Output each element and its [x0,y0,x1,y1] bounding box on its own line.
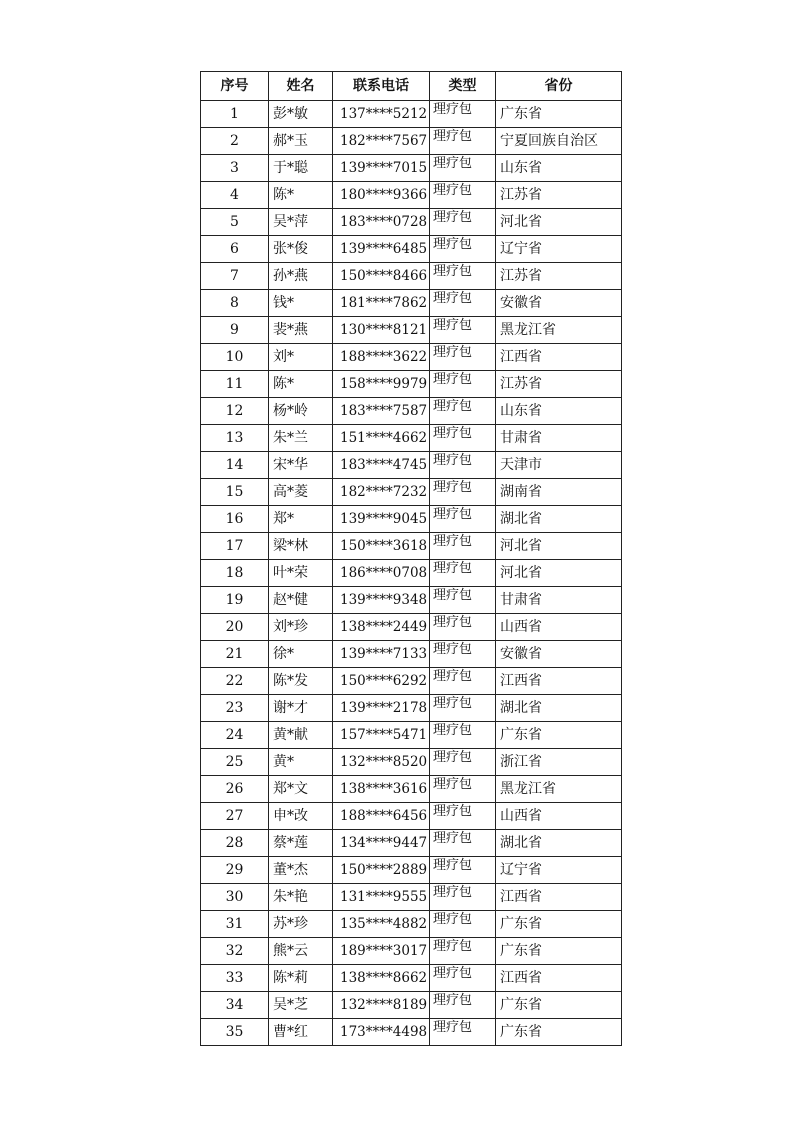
cell-type: 理疗包 [430,857,496,884]
cell-phone: 139****9348 [333,587,430,614]
header-province: 省份 [496,72,622,101]
table-row [201,263,622,290]
cell-name: 叶*荣 [269,560,333,587]
table-row [201,479,622,506]
cell-seq: 26 [201,776,269,803]
cell-phone: 138****2449 [333,614,430,641]
cell-seq: 33 [201,965,269,992]
cell-seq: 20 [201,614,269,641]
cell-name: 彭*敏 [269,101,333,128]
table-row [201,776,622,803]
cell-type: 理疗包 [430,911,496,938]
cell-province: 湖南省 [496,479,622,506]
cell-province: 山西省 [496,614,622,641]
cell-province: 江西省 [496,965,622,992]
cell-province: 江西省 [496,344,622,371]
cell-type: 理疗包 [430,371,496,398]
cell-phone: 182****7567 [333,128,430,155]
cell-phone: 182****7232 [333,479,430,506]
cell-name: 陈* [269,371,333,398]
header-type: 类型 [430,72,496,101]
cell-type: 理疗包 [430,884,496,911]
cell-name: 裴*燕 [269,317,333,344]
cell-seq: 4 [201,182,269,209]
cell-phone: 130****8121 [333,317,430,344]
cell-seq: 31 [201,911,269,938]
cell-phone: 189****3017 [333,938,430,965]
table-row [201,425,622,452]
table-row [201,722,622,749]
cell-type: 理疗包 [430,803,496,830]
cell-seq: 30 [201,884,269,911]
cell-seq: 6 [201,236,269,263]
table-header-row [201,72,622,101]
cell-phone: 150****2889 [333,857,430,884]
cell-province: 广东省 [496,101,622,128]
cell-type: 理疗包 [430,749,496,776]
cell-seq: 35 [201,1019,269,1046]
table-row [201,1019,622,1046]
cell-phone: 134****9447 [333,830,430,857]
cell-name: 吴*芝 [269,992,333,1019]
cell-name: 曹*红 [269,1019,333,1046]
table-row [201,371,622,398]
cell-name: 黄*献 [269,722,333,749]
cell-name: 黄* [269,749,333,776]
cell-type: 理疗包 [430,1019,496,1046]
cell-province: 江苏省 [496,182,622,209]
cell-name: 郝*玉 [269,128,333,155]
cell-seq: 5 [201,209,269,236]
table-row [201,317,622,344]
cell-name: 刘*珍 [269,614,333,641]
cell-phone: 139****7133 [333,641,430,668]
cell-seq: 32 [201,938,269,965]
cell-name: 赵*健 [269,587,333,614]
cell-seq: 15 [201,479,269,506]
cell-province: 甘肃省 [496,587,622,614]
cell-seq: 22 [201,668,269,695]
cell-seq: 23 [201,695,269,722]
cell-province: 辽宁省 [496,236,622,263]
cell-seq: 11 [201,371,269,398]
cell-type: 理疗包 [430,128,496,155]
cell-province: 广东省 [496,1019,622,1046]
cell-phone: 132****8189 [333,992,430,1019]
cell-name: 高*菱 [269,479,333,506]
cell-name: 申*改 [269,803,333,830]
cell-name: 谢*才 [269,695,333,722]
cell-type: 理疗包 [430,992,496,1019]
cell-phone: 138****8662 [333,965,430,992]
cell-name: 梁*林 [269,533,333,560]
cell-type: 理疗包 [430,101,496,128]
cell-phone: 150****3618 [333,533,430,560]
table-row [201,398,622,425]
cell-province: 江苏省 [496,263,622,290]
cell-province: 河北省 [496,560,622,587]
cell-seq: 16 [201,506,269,533]
cell-province: 浙江省 [496,749,622,776]
cell-province: 广东省 [496,992,622,1019]
cell-name: 苏*珍 [269,911,333,938]
cell-province: 山东省 [496,398,622,425]
cell-name: 郑*文 [269,776,333,803]
table-row [201,182,622,209]
cell-seq: 21 [201,641,269,668]
cell-phone: 173****4498 [333,1019,430,1046]
table-row [201,290,622,317]
cell-phone: 139****2178 [333,695,430,722]
cell-phone: 183****4745 [333,452,430,479]
table-row [201,965,622,992]
table-row [201,749,622,776]
cell-name: 朱*兰 [269,425,333,452]
table-row [201,587,622,614]
cell-name: 熊*云 [269,938,333,965]
cell-province: 山西省 [496,803,622,830]
cell-seq: 17 [201,533,269,560]
cell-province: 宁夏回族自治区 [496,128,622,155]
cell-type: 理疗包 [430,209,496,236]
cell-province: 安徽省 [496,290,622,317]
cell-phone: 150****6292 [333,668,430,695]
table-row [201,533,622,560]
cell-province: 湖北省 [496,830,622,857]
table-row [201,641,622,668]
cell-seq: 34 [201,992,269,1019]
cell-seq: 10 [201,344,269,371]
table-row [201,101,622,128]
table-row [201,668,622,695]
cell-name: 郑* [269,506,333,533]
cell-seq: 25 [201,749,269,776]
cell-province: 广东省 [496,938,622,965]
cell-type: 理疗包 [430,533,496,560]
table-body [201,101,622,1046]
cell-phone: 186****0708 [333,560,430,587]
cell-type: 理疗包 [430,425,496,452]
cell-province: 安徽省 [496,641,622,668]
cell-province: 河北省 [496,209,622,236]
cell-phone: 139****6485 [333,236,430,263]
table-row [201,884,622,911]
cell-name: 吴*萍 [269,209,333,236]
cell-phone: 183****7587 [333,398,430,425]
cell-type: 理疗包 [430,668,496,695]
cell-type: 理疗包 [430,290,496,317]
header-seq: 序号 [201,72,269,101]
header-phone: 联系电话 [333,72,430,101]
cell-name: 刘* [269,344,333,371]
cell-type: 理疗包 [430,614,496,641]
cell-province: 湖北省 [496,506,622,533]
cell-phone: 150****8466 [333,263,430,290]
cell-seq: 27 [201,803,269,830]
cell-name: 于*聪 [269,155,333,182]
cell-province: 江西省 [496,668,622,695]
cell-province: 河北省 [496,533,622,560]
cell-phone: 138****3616 [333,776,430,803]
cell-name: 蔡*莲 [269,830,333,857]
cell-type: 理疗包 [430,344,496,371]
cell-phone: 131****9555 [333,884,430,911]
cell-seq: 29 [201,857,269,884]
cell-type: 理疗包 [430,641,496,668]
cell-phone: 183****0728 [333,209,430,236]
winners-table [200,71,622,1046]
table-row [201,992,622,1019]
table-row [201,803,622,830]
cell-name: 陈* [269,182,333,209]
cell-seq: 1 [201,101,269,128]
cell-phone: 132****8520 [333,749,430,776]
cell-type: 理疗包 [430,965,496,992]
cell-seq: 28 [201,830,269,857]
table-row [201,128,622,155]
cell-seq: 24 [201,722,269,749]
cell-province: 广东省 [496,722,622,749]
cell-phone: 135****4882 [333,911,430,938]
cell-type: 理疗包 [430,155,496,182]
cell-type: 理疗包 [430,830,496,857]
cell-type: 理疗包 [430,695,496,722]
table-row [201,560,622,587]
cell-name: 陈*莉 [269,965,333,992]
header-name: 姓名 [269,72,333,101]
table-row [201,911,622,938]
cell-province: 江西省 [496,884,622,911]
table-row [201,209,622,236]
cell-province: 山东省 [496,155,622,182]
cell-phone: 151****4662 [333,425,430,452]
cell-seq: 12 [201,398,269,425]
cell-type: 理疗包 [430,236,496,263]
cell-province: 湖北省 [496,695,622,722]
table-row [201,452,622,479]
cell-type: 理疗包 [430,398,496,425]
cell-phone: 181****7862 [333,290,430,317]
cell-type: 理疗包 [430,560,496,587]
cell-seq: 19 [201,587,269,614]
cell-province: 江苏省 [496,371,622,398]
table-row [201,938,622,965]
cell-type: 理疗包 [430,263,496,290]
table-row [201,506,622,533]
cell-province: 辽宁省 [496,857,622,884]
table-row [201,695,622,722]
cell-type: 理疗包 [430,722,496,749]
cell-name: 陈*发 [269,668,333,695]
cell-type: 理疗包 [430,587,496,614]
cell-phone: 157****5471 [333,722,430,749]
cell-seq: 7 [201,263,269,290]
cell-phone: 137****5212 [333,101,430,128]
cell-name: 钱* [269,290,333,317]
cell-province: 黑龙江省 [496,776,622,803]
cell-name: 宋*华 [269,452,333,479]
cell-province: 黑龙江省 [496,317,622,344]
table-row [201,857,622,884]
cell-seq: 18 [201,560,269,587]
cell-name: 张*俊 [269,236,333,263]
cell-name: 朱*艳 [269,884,333,911]
cell-type: 理疗包 [430,317,496,344]
table-row [201,344,622,371]
cell-name: 徐* [269,641,333,668]
cell-phone: 158****9979 [333,371,430,398]
table-row [201,830,622,857]
cell-name: 杨*岭 [269,398,333,425]
cell-phone: 139****7015 [333,155,430,182]
cell-province: 广东省 [496,911,622,938]
cell-seq: 9 [201,317,269,344]
cell-type: 理疗包 [430,479,496,506]
cell-type: 理疗包 [430,506,496,533]
cell-name: 董*杰 [269,857,333,884]
cell-province: 天津市 [496,452,622,479]
cell-province: 甘肃省 [496,425,622,452]
cell-seq: 3 [201,155,269,182]
cell-seq: 14 [201,452,269,479]
cell-type: 理疗包 [430,776,496,803]
cell-seq: 13 [201,425,269,452]
cell-seq: 8 [201,290,269,317]
table-row [201,614,622,641]
cell-type: 理疗包 [430,452,496,479]
cell-phone: 180****9366 [333,182,430,209]
cell-type: 理疗包 [430,938,496,965]
table-row [201,155,622,182]
cell-phone: 139****9045 [333,506,430,533]
cell-phone: 188****3622 [333,344,430,371]
cell-phone: 188****6456 [333,803,430,830]
cell-name: 孙*燕 [269,263,333,290]
table-row [201,236,622,263]
cell-type: 理疗包 [430,182,496,209]
cell-seq: 2 [201,128,269,155]
